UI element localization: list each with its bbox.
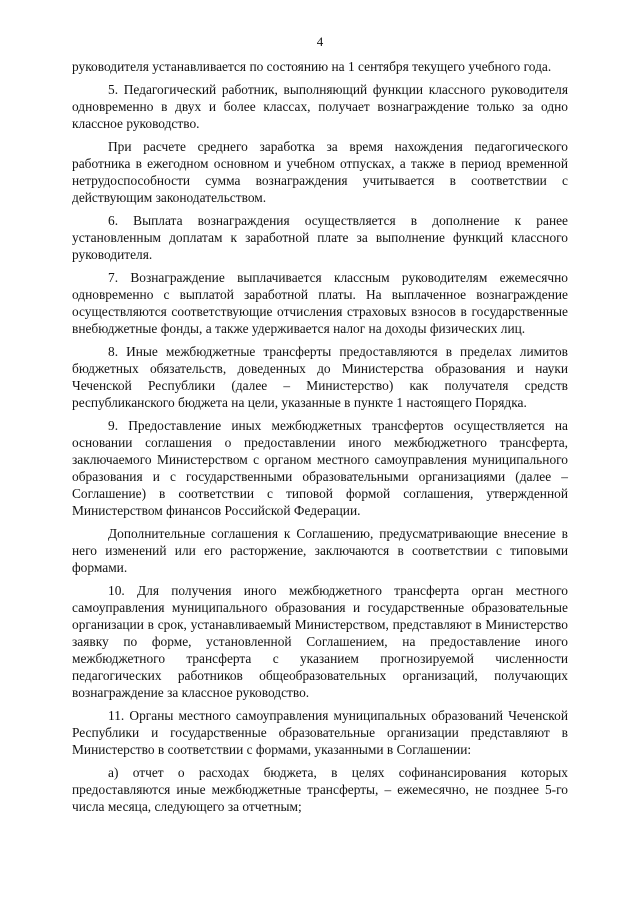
- paragraph-subitem-a: а) отчет о расходах бюджета, в целях софинансирования которых предоставляются иные межбюджетные трансферты, – ежемесячно, не позднее 5-го числа месяца, следующего за отчетным;: [72, 765, 568, 814]
- paragraph-item-8: 8. Иные межбюджетные трансферты предоставляются в пределах лимитов бюджетных обязательств, доведенных до Министерства образования и науки Чеченской Республики (далее – Министерство) как получателя средств республиканского бюджета на цели, указанные в пункте 1 настоящего Порядка.: [72, 344, 568, 410]
- paragraph-item-9: 9. Предоставление иных межбюджетных трансфертов осуществляется на основании соглашения о предоставлении иного межбюджетного трансферта, заключаемого Министерством с органом местного самоуправления муниципального образования и с государственными образовательными организациями (далее – Соглашение) в соответствии с типовой формой соглашения, утвержденной Министерством финансов Российской Федерации.: [72, 418, 568, 518]
- paragraph-average-earnings: При расчете среднего заработка за время нахождения педагогического работника в ежегодном основном и учебном отпусках, а также в период временной нетрудоспособности сумма вознаграждения учитывается в соответствии с действующим законодательством.: [72, 139, 568, 205]
- page-number: 4: [316, 34, 324, 49]
- paragraph-item-7: 7. Вознаграждение выплачивается классным руководителям ежемесячно одновременно с выплатой заработной платы. На выплаченное вознаграждение осуществляются соответствующие отчисления страховых взносов в государственные внебюджетные фонды, а также удерживается налог на доходы физических лиц.: [72, 270, 568, 336]
- document-body: [72, 58, 568, 821]
- paragraph-additional-agreements: Дополнительные соглашения к Соглашению, предусматривающие внесение в него изменений или его расторжение, заключаются в соответствии с типовыми формами.: [72, 526, 568, 575]
- paragraph-item-10: 10. Для получения иного межбюджетного трансферта орган местного самоуправления муниципального образования и государственные образовательные организации в срок, устанавливаемый Министерством, представляют в Министерство заявку по форме, установленной Соглашением, на предоставление иного межбюджетного трансферта с указанием прогнозируемой численности педагогических работников общеобразовательных организаций, получающих вознаграждение за классное руководство.: [72, 583, 568, 700]
- paragraph-continuation: руководителя устанавливается по состоянию на 1 сентября текущего учебного года.: [72, 59, 552, 74]
- paragraph-item-6: 6. Выплата вознаграждения осуществляется в дополнение к ранее установленным доплатам к заработной плате за выполнение функций классного руководителя.: [72, 213, 568, 262]
- paragraph-item-11: 11. Органы местного самоуправления муниципальных образований Чеченской Республики и государственные образовательные организации представляют в Министерство в соответствии с формами, указанными в Соглашении:: [72, 708, 568, 757]
- paragraph-item-5: 5. Педагогический работник, выполняющий функции классного руководителя одновременно в двух и более классах, получает вознаграждение только за одно классное руководство.: [72, 82, 568, 131]
